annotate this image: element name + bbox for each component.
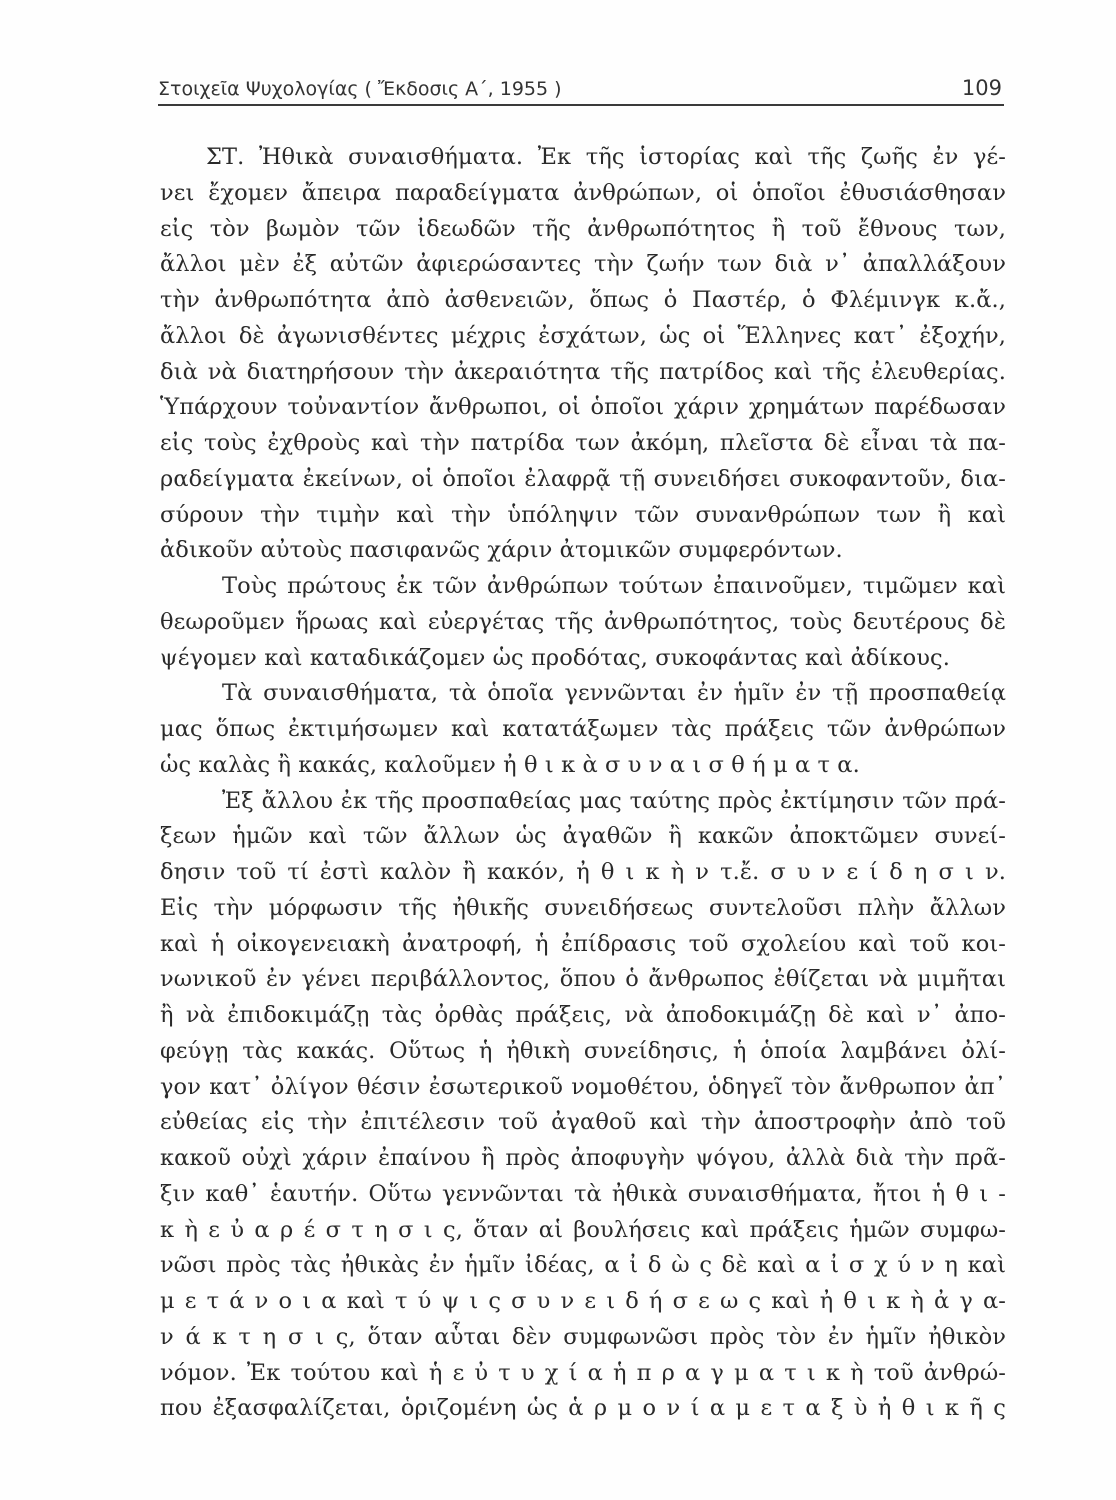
text-line: Τὰ συναισθήματα, τὰ ὁποῖα γεννῶνται ἐν ἡμῖν ἐν τῇ προσπαθείᾳ: [222, 680, 1006, 707]
text-line: τὴν ἀνθρωπότητα ἀπὸ ἀσθενειῶν, ὅπως ὁ Παστέρ, ὁ Φλέμινγκ κ.ἄ.,: [160, 287, 1006, 313]
text-line: εἰς τὸν βωμὸν τῶν ἰδεωδῶν τῆς ἀνθρωπότητος ἢ τοῦ ἔθνους των,: [160, 215, 1006, 242]
text-line: φεύγῃ τὰς κακάς. Οὕτως ἡ ἠθικὴ συνείδησις, ἡ ὁποία λαμβάνει ὀλί-: [160, 1037, 1006, 1064]
text-line: σύρουν τὴν τιμὴν καὶ τὴν ὑπόληψιν τῶν συνανθρώπων των ἢ καὶ: [160, 501, 1006, 528]
text-line: νόμον. Ἐκ τούτου καὶ ἡ ε ὐ τ υ χ ί α ἡ π ρ α γ μ α τ ι κ ὴ τοῦ ἀνθρώ-: [160, 1359, 1006, 1386]
text-line: ὡς καλὰς ἢ κακάς, καλοῦμεν ἠ θ ι κ ὰ σ υ ν α ι σ θ ή μ α τ α.: [160, 751, 860, 778]
text-line: ΣΤ. Ἠθικὰ συναισθήματα. Ἐκ τῆς ἱστορίας καὶ τῆς ζωῆς ἐν γέ-: [206, 144, 1006, 170]
text-line: διὰ νὰ διατηρήσουν τὴν ἀκεραιότητα τῆς πατρίδος καὶ τῆς ἐλευθερίας.: [160, 358, 1006, 385]
text-line: νει ἔχομεν ἄπειρα παραδείγματα ἀνθρώπων, οἱ ὁποῖοι ἐθυσιάσθησαν: [160, 179, 1006, 206]
text-line: ἄλλοι δὲ ἀγωνισθέντες μέχρις ἐσχάτων, ὡς οἱ Ἕλληνες κατ᾿ ἐξοχήν,: [160, 322, 1006, 349]
text-line: καὶ ἡ οἰκογενειακὴ ἀνατροφή, ἡ ἐπίδρασις τοῦ σχολείου καὶ τοῦ κοι-: [160, 930, 1006, 957]
text-line: ξεων ἡμῶν καὶ τῶν ἄλλων ὡς ἀγαθῶν ἢ κακῶν ἀποκτῶμεν συνεί-: [160, 823, 1006, 850]
text-line: νωνικοῦ ἐν γένει περιβάλλοντος, ὅπου ὁ ἄνθρωπος ἐθίζεται νὰ μιμῆται: [160, 966, 1006, 993]
text-line: ἀδικοῦν αὐτοὺς πασιφανῶς χάριν ἀτομικῶν συμφερόντων.: [160, 537, 843, 564]
text-line: εἰς τοὺς ἐχθροὺς καὶ τὴν πατρίδα των ἀκόμη, πλεῖστα δὲ εἶναι τὰ πα-: [160, 430, 1006, 456]
page-number: 109: [961, 76, 1002, 100]
text-line: κακοῦ οὐχὶ χάριν ἐπαίνου ἢ πρὸς ἀποφυγὴν ψόγου, ἀλλὰ διὰ τὴν πρᾶ-: [160, 1145, 1006, 1171]
text-line: ψέγομεν καὶ καταδικάζομεν ὡς προδότας, συκοφάντας καὶ ἀδίκους.: [160, 644, 951, 671]
text-line: ν ά κ τ η σ ι ς, ὅταν αὗται δὲν συμφωνῶσι πρὸς τὸν ἐν ἡμῖν ἠθικὸν: [160, 1323, 1006, 1350]
text-line: γον κατ᾿ ὀλίγον θέσιν ἐσωτερικοῦ νομοθέτου, ὁδηγεῖ τὸν ἄνθρωπον ἀπ᾿: [160, 1073, 1006, 1100]
text-line: ἢ νὰ ἐπιδοκιμάζῃ τὰς ὀρθὰς πράξεις, νὰ ἀποδοκιμάζῃ δὲ καὶ ν᾿ ἀπο-: [160, 1002, 1006, 1028]
text-line: μας ὅπως ἐκτιμήσωμεν καὶ κατατάξωμεν τὰς πράξεις τῶν ἀνθρώπων: [160, 716, 1006, 742]
text-line: δησιν τοῦ τί ἐστὶ καλὸν ἢ κακόν, ἠ θ ι κ ὴ ν τ.ἔ. σ υ ν ε ί δ η σ ι ν.: [160, 859, 1006, 885]
text-line: εὐθείας εἰς τὴν ἐπιτέλεσιν τοῦ ἀγαθοῦ καὶ τὴν ἀποστροφὴν ἀπὸ τοῦ: [160, 1109, 1006, 1136]
header-title: Στοιχεῖα Ψυχολογίας ( Ἔκδοσις Α΄, 1955 ): [158, 78, 562, 100]
text-line: κ ὴ ε ὐ α ρ έ σ τ η σ ι ς, ὅταν αἱ βουλήσεις καὶ πράξεις ἡμῶν συμφω-: [160, 1216, 1006, 1243]
text-line: μ ε τ ά ν ο ι α καὶ τ ύ ψ ι ς σ υ ν ε ι δ ή σ ε ω ς καὶ ἠ θ ι κ ὴ ἀ γ α-: [160, 1288, 1006, 1314]
text-line: θεωροῦμεν ἥρωας καὶ εὐεργέτας τῆς ἀνθρωπότητος, τοὺς δευτέρους δὲ: [160, 608, 1006, 635]
text-line: νῶσι πρὸς τὰς ἠθικὰς ἐν ἡμῖν ἰδέας, α ἰ δ ὼ ς δὲ καὶ α ἰ σ χ ύ ν η καὶ: [160, 1252, 1006, 1279]
text-line: ξιν καθ᾿ ἑαυτήν. Οὕτω γεννῶνται τὰ ἠθικὰ συναισθήματα, ἤτοι ἡ θ ι -: [160, 1180, 1006, 1207]
text-line: Τοὺς πρώτους ἐκ τῶν ἀνθρώπων τούτων ἐπαινοῦμεν, τιμῶμεν καὶ: [222, 573, 1006, 599]
text-line: Ὑπάρχουν τοὐναντίον ἄνθρωποι, οἱ ὁποῖοι χάριν χρημάτων παρέδωσαν: [160, 394, 1006, 421]
text-line: Ἐξ ἄλλου ἐκ τῆς προσπαθείας μας ταύτης πρὸς ἐκτίμησιν τῶν πρά-: [222, 787, 1006, 814]
running-header: [158, 74, 1004, 106]
text-line: ἄλλοι μὲν ἐξ αὐτῶν ἀφιερώσαντες τὴν ζωήν των διὰ ν᾿ ἀπαλλάξουν: [160, 251, 1006, 278]
text-line: που ἐξασφαλίζεται, ὁριζομένη ὡς ἁ ρ μ ο ν ί α μ ε τ α ξ ὺ ἠ θ ι κ ῆ ς: [160, 1395, 1006, 1422]
text-line: ραδείγματα ἐκείνων, οἱ ὁποῖοι ἐλαφρᾷ τῇ συνειδήσει συκοφαντοῦν, δια-: [160, 465, 1006, 492]
text-line: Εἰς τὴν μόρφωσιν τῆς ἠθικῆς συνειδήσεως συντελοῦσι πλὴν ἄλλων: [160, 894, 1006, 921]
body-text: [160, 140, 1006, 1427]
